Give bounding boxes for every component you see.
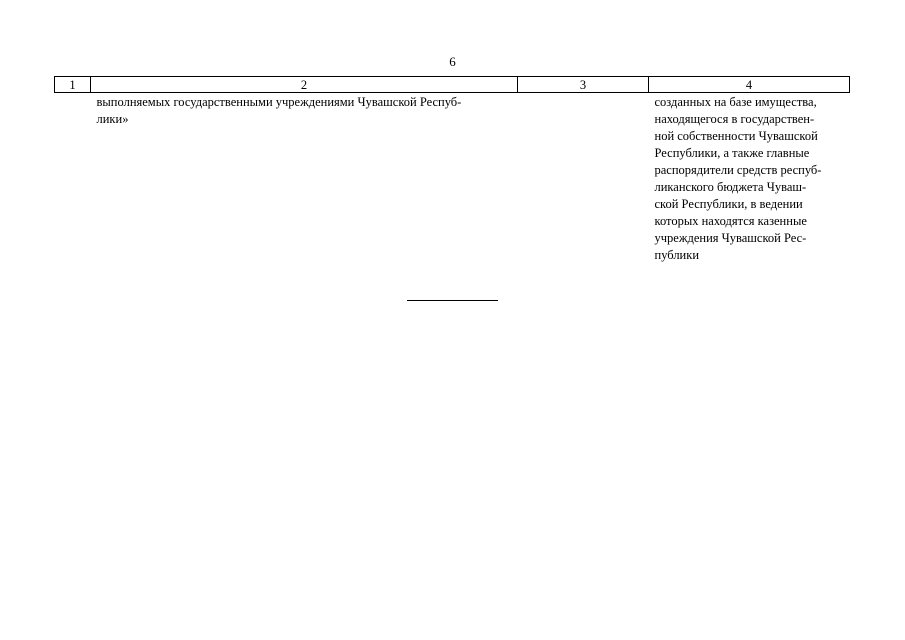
column-header-2: 2 <box>91 77 518 93</box>
table-cell-col2: выполняемых государственными учреждениями Чувашской Респуб- лики» <box>96 95 462 126</box>
column-header-1: 1 <box>55 77 91 93</box>
table-cell-col3 <box>518 93 649 265</box>
table-body <box>55 93 850 265</box>
end-divider-line <box>407 300 498 301</box>
table-header-row <box>55 77 850 93</box>
table-cell-col1 <box>55 93 91 265</box>
column-header-4: 4 <box>649 77 850 93</box>
table-cell-col4: созданных на базе имущества, находящегося в государствен- ной собственности Чувашской Республики, а также главные распорядители средств респуб- ликанского бюджета Чуваш- ской Республики, в ведении которых находятся казенные учреждения Чувашской Рес- публики <box>654 95 822 262</box>
page-number: 6 <box>449 54 456 69</box>
document-table <box>54 76 850 264</box>
table-header <box>55 77 850 93</box>
table-row <box>55 93 850 265</box>
column-header-3: 3 <box>518 77 649 93</box>
